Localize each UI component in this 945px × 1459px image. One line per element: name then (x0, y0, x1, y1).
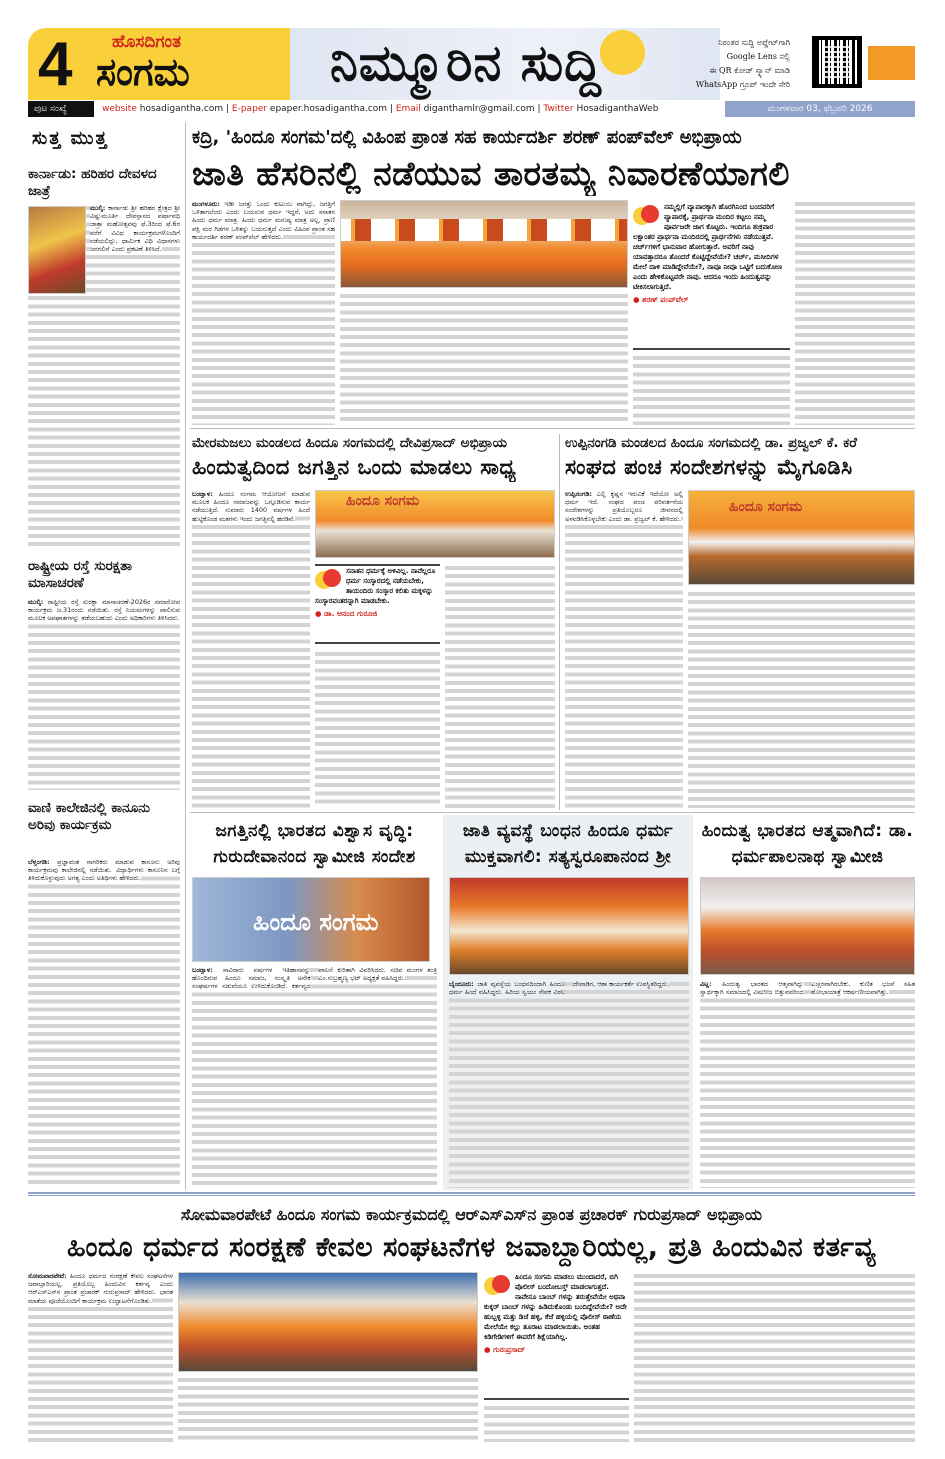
lead-body-col1 (192, 200, 335, 425)
photo-deity (28, 206, 86, 294)
lead-headline: ಜಾತಿ ಹೆಸರಿನಲ್ಲಿ ನಡೆಯುವ ತಾರತಮ್ಯ ನಿವಾರಣೆಯಾಗಲಿ (192, 154, 790, 193)
bottom-body-col1 (28, 1272, 173, 1442)
story-body (700, 980, 915, 1188)
left-story-3 (28, 800, 180, 834)
story-satyaswarupananda (447, 818, 689, 870)
story-text: ಪ್ರಜ್ಞಾವಂತ ನಾಗರಿಕರು ಮಾಡುವ ಕಾನೂನು ಅರಿವು ಕಾರ್ಯಕ್ರಮವು ಕಾಲೇಜಿನಲ್ಲಿ ನಡೆಯಿತು. ವಿದ್ಯಾರ್ಥಿಗಳು ಕಾನೂನಿನ ಬಗ್ಗೆ ತಿಳಿದುಕೊಳ್ಳುವುದು ಅಗತ್ಯ ಎಂದು ಅತಿಥಿಗಳು ಹೇಳಿದರು. (28, 858, 180, 883)
website-label: website (102, 104, 137, 114)
lead-body-col2 (340, 292, 628, 425)
lead-body-col5 (795, 200, 915, 425)
quote-text: ಹಿಂದೂ ಸಂಗಮ ಮಾಡಲು ಮುಂದಾದರೆ, ಬಿಗಿ ಪೊಲೀಸ್ ಬಂದೋಬಸ್ತ್ ಮಾಡಲಾಗುತ್ತದೆ. ನಾವೇನೂ ಬಾಂಬ್ ಗಳನ್ನು ತರುತ್ತೇವೆಯೇ ಅಥವಾ ಕುಕ್ಕರ್ ಬಾಂಬ್ ಗಳನ್ನು ಹಿಡಿದುಕೊಂಡು ಬಂದಿದ್ದೇವೆಯೇ? ಅದೇ ಹುಬ್ಬಳ್ಳಿ ಮತ್ತು ಡಿಜೆ ಹಳ್ಳಿ, ಕೆಜೆ ಹಳ್ಳಿಯಲ್ಲಿ ಪೊಲೀಸ್ ಠಾಣೆಯ ಮೇಲೆಯೇ ಕಲ್ಲು ತೂರಾಟ ಮಾಡಲಾಯಿತು. ಅಂತಹ ಕಿಡಿಗೇಡಿಗಳಿಗೆ ಈವರೆಗೆ ಶಿಕ್ಷೆಯಾಗಿಲ್ಲ. (484, 1273, 627, 1341)
story-text: ಹಿಂದುತ್ವ ಭಾರತದ ಆತ್ಮವಾಗಿದ್ದು ಸ್ವಾರ್ಥಕ್ಕಾಗಿ ಸಮಾಜದಲ್ಲಿ ವಿಷಬೀಜ ಬಿತ್ತುವವರಿಂದ ಎಚ್ಚರವಾಗಿರಬೇಕು. ಕುಣಿತ ಭಜನೆ ಸಹಿತ ಶೋಭಾಯಾತ್ರೆ ಆಕರ್ಷಣೀಯವಾಗಿತ್ತು. (700, 980, 915, 997)
dateline: ಸೋಮವಾರಪೇಟೆ: (28, 1272, 67, 1280)
story-headline: ಜಗತ್ತಿನಲ್ಲಿ ಭಾರತದ ವಿಶ್ವಾಸ ವೃದ್ಧಿ: ಗುರುದೇವಾನಂದ ಸ್ವಾಮೀಜಿ ಸಂದೇಶ (213, 821, 416, 867)
story-headline: ಹಿಂದುತ್ವದಿಂದ ಜಗತ್ತಿನ ಒಂದು ಮಾಡಲು ಸಾಧ್ಯ (192, 455, 517, 479)
event-photo (449, 877, 689, 975)
lead-body-col4 (633, 354, 790, 425)
story-text: ಸಾವಿರಾರು ವರ್ಷಗಳ ಇತಿಹಾಸವನ್ನು ಹೊಂದಿರುವ ಹಿಂದೂ ಸಮಾಜ, ಸಂಸ್ಕೃತಿ ಅನೇಕ ಸಂಘರ್ಷಗಳ ನಡುವೆಯೂ ಉಳಿದುಕೊಂಡಿದೆ. ಕರ್ತವ್ಯದ ಪಾಲನೆ ಕುರಿತಾಗಿ ವಿವರಿಸಿದರು. ಸಚಿವ ಮಂಗಳ ತಂತ್ರಿ ಎಂ.ಸುಬ್ರಹ್ಮಣ್ಯ ಭಟ್ ಅಧ್ಯಕ್ಷತೆ ವಹಿಸಿದ್ದರು. (192, 966, 437, 991)
event-photo (688, 490, 915, 585)
bottom-quote (484, 1272, 629, 1400)
dateline: ಬಂಟ್ವಾಳ: (192, 966, 213, 974)
event-photo (700, 877, 915, 975)
email-label: Email (395, 104, 421, 114)
story-headline: ವಾಣಿ ಕಾಲೇಜಿನಲ್ಲಿ ಕಾನೂನು ಅರಿವು ಕಾರ್ಯಕ್ರಮ (28, 800, 150, 833)
website-link[interactable]: hosadigantha.com (139, 104, 224, 114)
qr-line: ಈ QR ಕೋಡ್ ಸ್ಕ್ಯಾನ್ ಮಾಡಿ (709, 66, 790, 75)
brand-logo-small: ಹೊಸದಿಗಂತ (112, 32, 182, 52)
story-kicker: ಮೇರಮಜಲು ಮಂಡಲದ ಹಿಂದೂ ಸಂಗಮದಲ್ಲಿ ದೇವಿಪ್ರಸಾದ್ ಅಭಿಪ್ರಾಯ (192, 435, 508, 451)
info-strip (28, 101, 915, 117)
epaper-label: E-paper (231, 104, 268, 114)
story-body (565, 490, 683, 808)
bottom-body-col3 (484, 1404, 629, 1442)
dateline: ವಿಟ್ಲ: (700, 980, 712, 988)
email-link[interactable]: diganthamlr@gmail.com (423, 104, 535, 114)
story-text: ಇಡೀ ಜಗತ್ತು ಒಂದು ಕುಟುಂಬ ವಾಗಿದ್ದು, ಜಗತ್ತಿಗೆ ಒಳಿತಾಗಲೆಂದು ಎಂದು ಬಯಸುವ ಧರ್ಮ ಇದ್ದರೆ, ಅದು ಸನಾತನ ಹಿಂದು ಧರ್ಮ ಮಾತ್ರ. ಹಿಂದು ಧರ್ಮ ಮನುಷ್ಯ ಮಾತ್ರ ಅಲ್ಲ, ಪ್ರಾಣಿ ಪಕ್ಷಿ ಮರ ಗಿಡಗಳ ಒಳಿತನ್ನು ಬಯಸುತ್ತದೆ ಎಂದು ವಿಹಿಂಪ ಪ್ರಾಂತ ಸಹ ಕಾರ್ಯದರ್ಶಿ ಶರಣ್ ಪಂಪ್‌ವೆಲ್ ಹೇಳಿದರು. (192, 200, 335, 241)
brand-logo: ಸಂಗಮ (96, 50, 190, 94)
twitter-link[interactable]: HosadiganthaWeb (576, 104, 659, 114)
banner-text: ಹಿಂದೂ ಸಂಗಮ (729, 499, 803, 515)
story-text: ರಾಷ್ಟ್ರೀಯ ರಸ್ತೆ ಸುರಕ್ಷಾ ಮಾಸಾಚರಣೆ-2026ರ ಸಮಾರೋಪ ಕಾರ್ಯಕ್ರಮ ಜ.31ರಂದು ನಡೆಯಿತು. ರಸ್ತೆ ನಿಯಮಗಳನ್ನು ಪಾಲಿಸುವ ಮೂಲಕ ಅಪಘಾತಗಳನ್ನು ತಡೆಯಬಹುದು ಎಂದು ಅಧಿಕಾರಿಗಳು ತಿಳಿಸಿದರು. (28, 598, 180, 623)
story-body (28, 204, 180, 549)
story-text: ಜಾತಿ ವ್ಯವಸ್ಥೆಯ ಬಂಧನದಿಂದಾಗಿ ಹಿಂದೂ ಧರ್ಮ ಹಿಂದೆ ವಹಿಸಿದ್ದರು. ಹಿರಿಯ ಸ್ವಯಂ ಸೇವಕ ವಿಠಲ ದೇವಾಡಿಗ, ಆಶಾ ಕಾರ್ಯಕರ್ತೆ ಉಪಸ್ಥಿತರಿದ್ದರು. (449, 980, 670, 997)
issue-date: ಮಂಗಳವಾರ 03, ಫೆಬ್ರವರಿ 2026 (725, 101, 915, 117)
story-uppinangadi (565, 434, 915, 482)
page-title: ನಿಮ್ಮೂರಿನ ಸುದ್ದಿ (330, 34, 602, 92)
dateline: ಮಂಗಳೂರು: (192, 200, 220, 208)
story-body (28, 858, 180, 1188)
orange-block (868, 46, 915, 80)
story-body (28, 598, 180, 790)
left-story-2 (28, 558, 180, 592)
story-text: ಎಲ್ಲಿ ಕೃಷ್ಣನ ಇರುವಿಕೆ ಇದೆಯೋ ಅಲ್ಲಿ ಧರ್ಮ ಇದೆ. ಸಂಘದ ಪಂಚ ಪರಿವರ್ತನೆಯ ಸಂದೇಶಗಳನ್ನು ಪ್ರತಿಯೊಬ್ಬರೂ ಜೀವನದಲ್ಲಿ ಅಳವಡಿಸಿಕೊಳ್ಳಬೇಕು ಎಂದು ಡಾ. ಪ್ರಜ್ವಲ್ ಕೆ. ಹೇಳಿದರು. (565, 490, 683, 523)
dateline: ಮುಲ್ಕಿ: (28, 598, 44, 606)
bottom-photo (178, 1272, 478, 1372)
bottom-body-col4 (634, 1272, 915, 1442)
dateline: ಉಪ್ಪಿನಂಗಡಿ: (565, 490, 592, 498)
story-body-col (315, 650, 440, 808)
twitter-label: Twitter (543, 104, 574, 114)
qr-instructions (640, 36, 790, 92)
story-kicker: ಉಪ್ಪಿನಂಗಡಿ ಮಂಡಲದ ಹಿಂದೂ ಸಂಗಮದಲ್ಲಿ ಡಾ. ಪ್ರಜ್ವಲ್ ಕೆ. ಕರೆ (565, 435, 857, 451)
story-text: ಹಿಂದೂ ಧರ್ಮದ ಸಂರಕ್ಷಣೆ ಕೇವಲ ಸಂಘಟನೆಗಳ ಜವಾಬ್ದಾರಿಯಲ್ಲ, ಪ್ರತಿಯೊಬ್ಬ ಹಿಂದುವಿನ ಕರ್ತವ್ಯ ಎಂದು ಆರ್‌ಎಸ್‌ಎಸ್‌ನ ಪ್ರಾಂತ ಪ್ರಚಾರಕ್ ಗುರುಪ್ರಸಾದ್ ಹೇಳಿದರು. ಭಾರತ ಮಾತೆಯ ಪೂಜೆಯೊಂದಿಗೆ ಕಾರ್ಯಕ್ರಮ ಉದ್ಘಾಟನೆಗೊಂಡಿತು. (28, 1272, 173, 1305)
page-number: 4 (38, 30, 73, 99)
qr-line: ನಿರಂತರ ಸುದ್ದಿ ಅಪ್ಡೇಟ್‌ಗಾಗಿ (718, 38, 790, 47)
story-body (192, 966, 437, 1188)
story-headline: ಜಾತಿ ವ್ಯವಸ್ಥೆ ಬಂಧನ ಹಿಂದೂ ಧರ್ಮ ಮುಕ್ತವಾಗಲಿ: ಸತ್ಯಸ್ವರೂಪಾನಂದ ಶ್ರೀ (462, 821, 674, 867)
section-rule (28, 1192, 915, 1196)
story-quote (315, 564, 440, 644)
lead-kicker: ಕದ್ರಿ, 'ಹಿಂದೂ ಸಂಗಮ'ದಲ್ಲಿ ವಿಹಿಂಪ ಪ್ರಾಂತ ಸಹ ಕಾರ್ಯದರ್ಶಿ ಶರಣ್ ಪಂಪ್‌ವೆಲ್ ಅಭಿಪ್ರಾಯ (192, 127, 742, 148)
story-gurudevananda (192, 818, 437, 870)
story-dharmapalanatha (700, 818, 915, 870)
divider (190, 812, 915, 813)
story-meramajalu (192, 434, 554, 482)
quote-author: ● ಶರಣ್ ಪಂಪ್‌ವೆಲ್ (633, 295, 790, 305)
event-photo (315, 490, 555, 558)
story-headline: ಕಾರ್ನಾಡು: ಹರಿಹರ ದೇವಳದ ಜಾತ್ರೆ (28, 166, 157, 199)
story-headline: ರಾಷ್ಟ್ರೀಯ ರಸ್ತೆ ಸುರಕ್ಷತಾ ಮಾಸಾಚರಣೆ (28, 558, 133, 591)
section-label: ಸುತ್ತ ಮುತ್ತ (32, 128, 109, 149)
story-body (449, 980, 689, 1188)
banner-text: ಹಿಂದೂ ಸಂಗಮ (346, 493, 420, 509)
qr-code-icon[interactable] (812, 36, 862, 88)
dateline: ಬೈಂದೂರು: (449, 980, 474, 988)
column-divider (185, 122, 186, 1190)
quote-text: ನಮ್ಮಲ್ಲಿಗೆ ವ್ಯಾಪಾರಕ್ಕಾಗಿ ಹೊರಗಿನಿಂದ ಬಂದವರಿಗೆ ವ್ಯಾಪಾರಕ್ಕೆ, ಪ್ರಾರ್ಥನಾ ಮಂದಿರ ಕಟ್ಟಲು ನಮ್ಮ ಪೂರ್ವಜರೇ ಜಾಗ ಕೊಟ್ಟರು. ಇಂದಿಗೂ ಶುಕ್ರವಾರ ಲಕ್ಷಾಂತರ ಪ್ರಾರ್ಥನಾ ಮಂದಿರದಲ್ಲಿ ಪ್ರಾರ್ಥನೆಗಳು ನಡೆಯುತ್ತವೆ. ಚರ್ಚ್‌ಗಳಿಗೆ ಭಾನುವಾರ ಹೋಗುತ್ತಾರೆ. ಅವರಿಗೆ ನಾವು ಯಾವತ್ತಾದರೂ ತೊಂದರೆ ಕೊಟ್ಟಿದ್ದೇವೆಯೇ? ಚರ್ಚ್, ಮಸೀದಿಗಳ ಮೇಲೆ ದಾಳಿ ಮಾಡಿದ್ದೇವೆಯೇ?, ನಾವೂ ನೀವೂ ಒಟ್ಟಿಗೆ ಬದುಕೋಣ ಎಂದು ಹೇಳಿಕೊಟ್ಟವರೇ ನಾವು. ಆದರೂ ಇಂದು ಹಿಂದುತ್ವವನ್ನು ಟೀಕಿಸಲಾಗುತ್ತಿದೆ. (633, 203, 783, 291)
divider (559, 434, 560, 810)
epaper-link[interactable]: epaper.hosadigantha.com (269, 104, 388, 114)
quote-icon (633, 202, 659, 226)
left-story-1 (28, 166, 180, 200)
section-title (32, 128, 109, 149)
divider (190, 428, 915, 429)
qr-line: Google Lens ನಲ್ಲಿ (726, 52, 790, 61)
story-text: ಹಿಂದೂ ಸಂಗಮ ಆಯೋಜನೆ ಮಾಡುವ ಮೂಲಕ ಹಿಂದೂ ಸಮಾಜವನ್ನು ಒಗ್ಗೂಡಿಸುವ ಕಾರ್ಯ ನಡೆಯುತ್ತಿದೆ. ಸುಮಾರು 1400 ವರ್ಷಗಳ ಹಿಂದೆ ಹುಟ್ಟಿಕೊಂಡ ಮತಗಳು ಇಂದು ಜಗತ್ತಿನಲ್ಲಿ ಹರಡಿವೆ. (192, 490, 310, 523)
bottom-headline: ಹಿಂದೂ ಧರ್ಮದ ಸಂರಕ್ಷಣೆ ಕೇವಲ ಸಂಘಟನೆಗಳ ಜವಾಬ್ದಾರಿಯಲ್ಲ, ಪ್ರತಿ ಹಿಂದುವಿನ ಕರ್ತವ್ಯ (66, 1232, 877, 1263)
story-headline: ಹಿಂದುತ್ವ ಭಾರತದ ಆತ್ಮವಾಗಿದೆ: ಡಾ. ಧರ್ಮಪಾಲನಾಥ ಸ್ವಾಮೀಜಿ (701, 821, 914, 867)
qr-line: WhatsApp ಗ್ರೂಪ್ ಇಂದೇ ಸೇರಿ (695, 80, 790, 89)
bottom-kicker: ಸೋಮವಾರಪೇಟೆ ಹಿಂದೂ ಸಂಗಮ ಕಾರ್ಯಕ್ರಮದಲ್ಲಿ ಆರ್‌ಎಸ್‌ಎಸ್‌ನ ಪ್ರಾಂತ ಪ್ರಚಾರಕ್ ಗುರುಪ್ರಸಾದ್ ಅಭಿಪ್ರಾಯ (180, 1205, 763, 1224)
banner-text: ಹಿಂದೂ ಸಂಗಮ (253, 908, 379, 936)
dateline: ಬಂಟ್ವಾಳ: (192, 490, 213, 498)
bottom-body-col2 (178, 1376, 478, 1442)
story-body-col (445, 564, 555, 808)
story-headline: ಸಂಘದ ಪಂಚ ಸಂದೇಶಗಳನ್ನು ಮೈಗೂಡಿಸಿ (565, 455, 853, 479)
story-body-col (688, 590, 915, 808)
photo-people (341, 219, 627, 241)
contact-links: website hosadigantha.com | E-paper epaper.hosadigantha.com | Email diganthamlr@gmail.com | Twitter HosadiganthaWeb (102, 104, 659, 114)
event-photo (192, 877, 430, 962)
quote-author: ● ಡಾ. ಆನಂದ ಗುರೂಜಿ (315, 609, 440, 619)
quote-icon (484, 1272, 510, 1296)
quote-author: ● ಗುರುಪ್ರಸಾದ್ (484, 1345, 629, 1355)
story-body (192, 490, 310, 808)
page-label: ಪುಟ ಸಂಖ್ಯೆ (28, 101, 94, 117)
lead-photo (340, 200, 628, 288)
quote-text: ಸನಾತನ ಧರ್ಮಕ್ಕೆ ಅಳಿವಿಲ್ಲ. ನಾವೆಲ್ಲರೂ ಧರ್ಮ ಸಂಸ್ಕಾರದಲ್ಲಿ ನಡೆಯಬೇಕು, ತಾಯಂದಿರು ಸಂಸ್ಕಾರ ಕಲಿತು ಮಕ್ಕಳನ್ನು ಸಂಸ್ಕಾರವಂತರನ್ನಾಗಿ ಮಾಡಬೇಕು. (315, 567, 436, 605)
sun-decoration (600, 30, 645, 75)
lead-quote (633, 200, 790, 350)
dateline: ಮುಲ್ಕಿ: (90, 204, 106, 212)
dateline: ಬೆಳ್ತಂಗಡಿ: (28, 858, 50, 866)
story-text: ಕಾರ್ನಾಡು ಶ್ರೀ ಹರಿಹರ ಕ್ಷೇತ್ರದ ಶ್ರೀ ವಿಷ್ಣುಮೂರ್ತಿ ದೇವಸ್ಥಾನದ ವರ್ಷಾವಧಿ ಜಾತ್ರಾ ಮಹೋತ್ಸವವು ಫೆ.3ರಿಂದ ಫೆ.6ರ ವರೆಗೆ ವಿವಿಧ ಕಾರ್ಯಕ್ರಮಗಳೊಂದಿಗೆ ನಡೆಯಲಿದ್ದು, ಧಾರ್ಮಿಕ ವಿಧಿ ವಿಧಾನಗಳು ಜರಗಲಿವೆ ಎಂದು ಪ್ರಕಟಣೆ ತಿಳಿಸಿದೆ. (90, 204, 180, 254)
quote-icon (315, 566, 341, 590)
